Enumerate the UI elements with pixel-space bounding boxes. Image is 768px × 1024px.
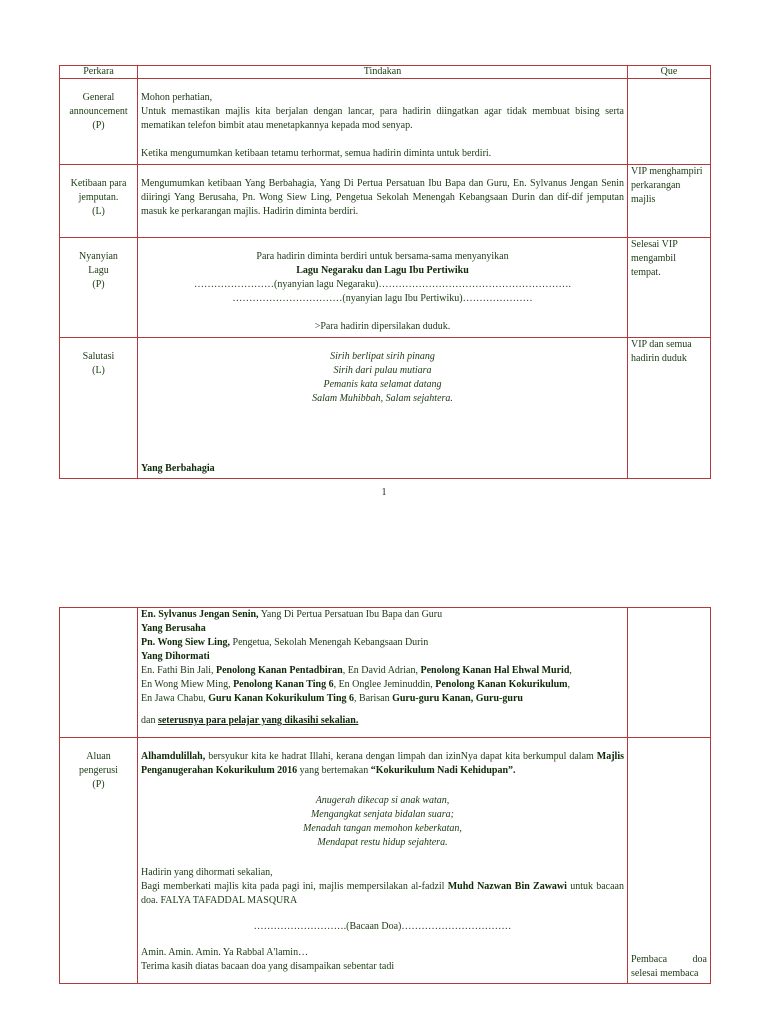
que-cell: [628, 79, 711, 165]
poem-line: Mendapat restu hidup sejahtera.: [317, 837, 448, 848]
page1-table: [59, 65, 711, 479]
amin-line: Amin. Amin. Amin. Ya Rabbal A'lamin…: [141, 947, 309, 958]
perkara-cell: [60, 608, 138, 738]
nyanyian-title: Lagu Negaraku dan Lagu Ibu Pertiwiku: [296, 265, 469, 276]
tindakan-cell: [138, 79, 628, 165]
salutasi-line: En. Sylvanus Jengan Senin, Yang Di Pertua Persatuan Ibu Bapa dan Guru: [141, 609, 443, 620]
perkara-cell: [60, 338, 138, 479]
perkara-label: announcement: [69, 106, 128, 117]
header-que: Que: [628, 66, 711, 79]
perkara-cell: [60, 79, 138, 165]
perkara-label: (P): [92, 279, 105, 290]
tindakan-cell: [138, 338, 628, 479]
perkara-cell: [60, 165, 138, 238]
table-header-row: [60, 66, 711, 79]
perkara-label: (L): [92, 206, 105, 217]
nyanyian-text: >Para hadirin dipersilakan duduk.: [314, 321, 451, 332]
table-row-salutasi: [60, 338, 711, 479]
perkara-label: General: [82, 92, 115, 103]
table-row-aluan: [60, 738, 711, 984]
perkara-label: Lagu: [88, 265, 109, 276]
que-cell: VIP dan semua hadirin duduk: [628, 338, 711, 479]
poem-line: Mengangkat senjata bidalan suara;: [310, 809, 455, 820]
que-cell: VIP menghampiri perkarangan majlis: [628, 165, 711, 238]
perkara-label: (P): [92, 120, 105, 131]
nyanyian-text: ……………………(nyanyian lagu Negaraku)………………………………………………….: [194, 279, 571, 290]
table-row-ketibaan: [60, 165, 711, 238]
pantun-line: Sirih dari pulau mutiara: [333, 365, 432, 376]
perkara-label: Nyanyian: [79, 251, 118, 262]
salutasi-line: En. Fathi Bin Jali, Penolong Kanan Pentadbiran, En David Adrian, Penolong Kanan Hal Ehwal Murid,: [141, 665, 572, 676]
page-number: 1: [381, 487, 387, 498]
doa-line: ……………………….(Bacaan Doa)……………………………: [253, 921, 512, 932]
aluan-paragraph: Hadirin yang dihormati sekalian,: [141, 867, 273, 878]
page2-table: [59, 607, 711, 984]
aluan-paragraph: Bagi memberkati majlis kita pada pagi ini, majlis mempersilakan al-fadzil Muhd Nazwan Bin Zawawi untuk bacaan doa. FALYA TAFADDAL MASQURA: [141, 881, 624, 906]
table-row-nyanyian: [60, 238, 711, 338]
perkara-cell: [60, 238, 138, 338]
perkara-label: pengerusi: [79, 765, 118, 776]
tindakan-cell: [138, 165, 628, 238]
table-row-continuation: [60, 608, 711, 738]
nyanyian-text: Para hadirin diminta berdiri untuk bersama-sama menyanyikan: [256, 251, 509, 262]
salutasi-line: dan seterusnya para pelajar yang dikasihi sekalian.: [141, 715, 359, 726]
que-cell: [628, 738, 711, 984]
poem-line: Anugerah dikecap si anak watan,: [315, 795, 450, 806]
salutasi-line: Yang Berusaha: [141, 623, 206, 634]
tindakan-cell: [138, 238, 628, 338]
perkara-label: Ketibaan para: [70, 178, 127, 189]
header-perkara: Perkara: [60, 66, 138, 79]
announcement-text: Mohon perhatian,: [141, 92, 213, 103]
header-tindakan: Tindakan: [138, 66, 628, 79]
salutasi-line: En Jawa Chabu, Guru Kanan Kokurikulum Ting 6, Barisan Guru-guru Kanan, Guru-guru: [141, 693, 523, 704]
perkara-label: Aluan: [86, 751, 111, 762]
salutasi-line: Pn. Wong Siew Ling, Pengetua, Sekolah Menengah Kebangsaan Durin: [141, 637, 429, 648]
nyanyian-text: ……………………………(nyanyian lagu Ibu Pertiwiku)…………………: [232, 293, 533, 304]
perkara-label: (L): [92, 365, 105, 376]
poem-line: Menadah tangan memohon keberkatan,: [303, 823, 462, 834]
salutasi-line: Yang Dihormati: [141, 651, 210, 662]
que-cell: [628, 608, 711, 738]
pantun-line: Sirih berlipat sirih pinang: [330, 351, 435, 362]
salutasi-line: En Wong Miew Ming, Penolong Kanan Ting 6, En Onglee Jeminuddin, Penolong Kanan Kokurikulum,: [141, 679, 570, 690]
perkara-label: jemputan.: [78, 192, 119, 203]
aluan-paragraph: Alhamdulillah, bersyukur kita ke hadrat Illahi, kerana dengan limpah dan izinNya dapat kita berkumpul dalam Majlis Penganugerahan Kokurikulum 2016 yang bertemakan “Kokurikulum Nadi Kehidupan”.: [141, 751, 624, 776]
perkara-label: Salutasi: [82, 351, 115, 362]
ketibaan-text: Mengumumkan ketibaan Yang Berbahagia, Yang Di Pertua Persatuan Ibu Bapa dan Guru, En. Sylvanus Jengan Senin diiringi Yang Berusaha, Pn. Wong Siew Ling, Pengetua Sekolah Menengah Kebangsaan Durin dan dif-dif jemputan masuk ke perkarangan majlis. Hadirin diminta berdiri.: [141, 178, 624, 217]
perkara-cell: [60, 738, 138, 984]
terima-kasih-line: Terima kasih diatas bacaan doa yang disampaikan sebentar tadi: [141, 961, 395, 972]
tindakan-cell: [138, 608, 628, 738]
announcement-text: Ketika mengumumkan ketibaan tetamu terhormat, semua hadirin diminta untuk berdiri.: [141, 148, 492, 159]
pantun-line: Salam Muhibbah, Salam sejahtera.: [312, 393, 453, 404]
announcement-text: Untuk memastikan majlis kita berjalan dengan lancar, para hadirin diingatkan agar tidak membuat bising serta mematikan telefon bimbit atau menetapkannya kepada mod senyap.: [141, 106, 624, 131]
perkara-label: (P): [92, 779, 105, 790]
pantun-line: Pemanis kata selamat datang: [323, 379, 442, 390]
tindakan-cell: [138, 738, 628, 984]
salutasi-closing: Yang Berbahagia: [141, 463, 215, 474]
table-row-general: [60, 79, 711, 165]
que-cell: Selesai VIP mengambil tempat.: [628, 238, 711, 338]
que-text: Pembaca doa selesai membaca: [631, 954, 707, 979]
